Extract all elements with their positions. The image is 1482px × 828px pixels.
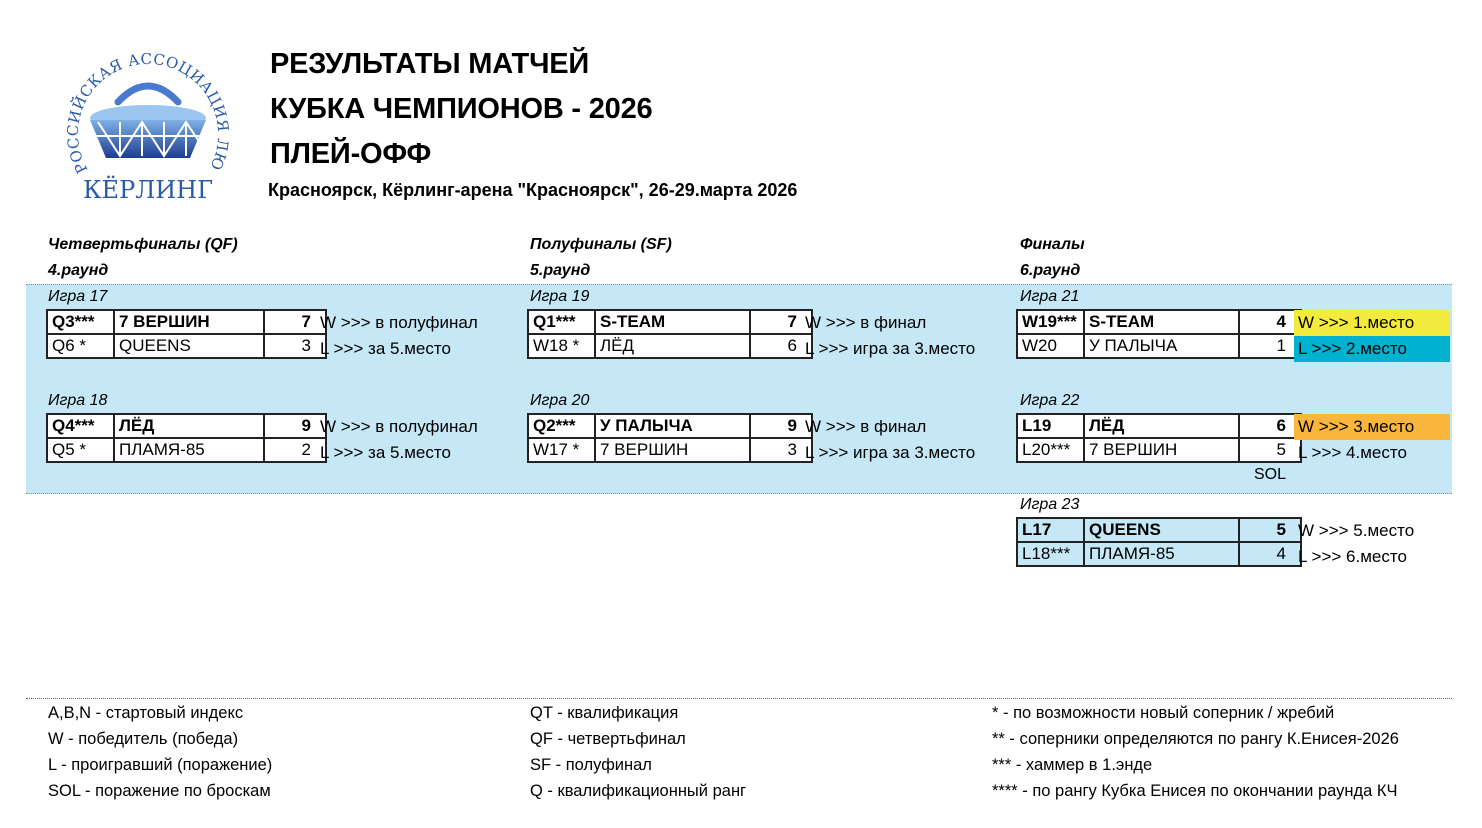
score-cell: 7 [750, 310, 812, 334]
team-cell: ПЛАМЯ-85 [1084, 542, 1239, 566]
qual-cell: Q2*** [528, 414, 595, 438]
logo-bottom-text: КЁРЛИНГ [82, 176, 214, 204]
round-sf-number: 5.раунд [530, 262, 591, 279]
qual-cell: Q6 * [47, 334, 114, 358]
score-cell: 1 [1239, 334, 1301, 358]
round-final-name: Финалы [1020, 236, 1085, 253]
round-final-number: 6.раунд [1020, 262, 1081, 279]
qual-cell: L18*** [1017, 542, 1084, 566]
legend-item: QF - четвертьфинал [530, 730, 686, 748]
qual-cell: Q4*** [47, 414, 114, 438]
score-cell: 6 [750, 334, 812, 358]
team-cell: S-TEAM [595, 310, 750, 334]
fourth-place-result: L >>> 4.место [1298, 443, 1407, 462]
team-cell: 7 ВЕРШИН [595, 438, 750, 462]
team-cell: У ПАЛЫЧА [1084, 334, 1239, 358]
qual-cell: Q3*** [47, 310, 114, 334]
team-cell: QUEENS [1084, 518, 1239, 542]
table-row [1017, 310, 1301, 334]
game-22-label: Игра 22 [1020, 392, 1080, 409]
team-cell: QUEENS [114, 334, 264, 358]
title-line-3: ПЛЕЙ-ОФФ [270, 138, 432, 170]
qual-cell: W18 * [528, 334, 595, 358]
game-17-win-result: W >>> в полуфинал [320, 313, 478, 332]
game-19-table [527, 309, 813, 359]
legend-column-1 [48, 700, 272, 804]
table-row [528, 310, 812, 334]
score-cell: 4 [1239, 542, 1301, 566]
game-17-table [46, 309, 327, 359]
team-cell: ЛЁД [595, 334, 750, 358]
legend-item: W - победитель (победа) [48, 730, 239, 748]
game-18-win-result: W >>> в полуфинал [320, 417, 478, 436]
team-cell: У ПАЛЫЧА [595, 414, 750, 438]
legend-item: **** - по рангу Кубка Енисея по окончании раунда КЧ [992, 782, 1398, 800]
score-cell: 4 [1239, 310, 1301, 334]
first-place-result: W >>> 1.место [1294, 310, 1450, 336]
association-logo [58, 40, 238, 220]
legend-item: *** - хаммер в 1.энде [992, 756, 1153, 774]
game-18-table [46, 413, 327, 463]
game-21-label: Игра 21 [1020, 288, 1080, 305]
title-line-2: КУБКА ЧЕМПИОНОВ - 2026 [270, 93, 653, 125]
score-cell: 5 [1239, 438, 1301, 462]
event-subtitle: Красноярск, Кёрлинг-арена "Красноярск", 26-29.марта 2026 [268, 180, 798, 200]
legend-item: ** - соперники определяются по рангу К.Енисея-2026 [992, 730, 1399, 748]
legend-item: L - проигравший (поражение) [48, 756, 273, 774]
team-cell: S-TEAM [1084, 310, 1239, 334]
qual-cell: W19*** [1017, 310, 1084, 334]
game-18-label: Игра 18 [48, 392, 108, 409]
round-qf-number: 4.раунд [48, 262, 109, 279]
team-cell: ПЛАМЯ-85 [114, 438, 264, 462]
table-row [47, 438, 326, 462]
qual-cell: Q1*** [528, 310, 595, 334]
score-cell: 7 [264, 310, 326, 334]
game-17-label: Игра 17 [48, 288, 108, 305]
team-cell: ЛЁД [114, 414, 264, 438]
qual-cell: Q5 * [47, 438, 114, 462]
table-row [47, 334, 326, 358]
round-qf-name: Четвертьфиналы (QF) [48, 236, 238, 253]
logo-arc-text: РОССИЙСКАЯ АССОЦИАЦИЯ ЛЮ [63, 49, 233, 177]
legend-item: SF - полуфинал [530, 756, 652, 774]
qual-cell: L20*** [1017, 438, 1084, 462]
qual-cell: W17 * [528, 438, 595, 462]
score-cell: 3 [750, 438, 812, 462]
score-cell: 9 [750, 414, 812, 438]
game-23-label: Игра 23 [1020, 496, 1080, 513]
table-row [528, 334, 812, 358]
game-18-loss-result: L >>> за 5.место [320, 443, 451, 462]
table-row [528, 438, 812, 462]
legend-column-3 [992, 700, 1399, 804]
table-row [528, 414, 812, 438]
score-cell: 6 [1239, 414, 1301, 438]
game-20-table [527, 413, 813, 463]
legend-column-2 [530, 700, 746, 804]
team-cell: 7 ВЕРШИН [1084, 438, 1239, 462]
legend-item: QT - квалификация [530, 704, 679, 722]
table-row [47, 310, 326, 334]
table-row [1017, 438, 1301, 462]
game-19-loss-result: L >>> игра за 3.место [805, 339, 976, 358]
score-cell: 5 [1239, 518, 1301, 542]
qual-cell: L17 [1017, 518, 1084, 542]
legend-item: Q - квалификационный ранг [530, 782, 747, 800]
score-cell: 9 [264, 414, 326, 438]
qual-cell: L19 [1017, 414, 1084, 438]
game-20-loss-result: L >>> игра за 3.место [805, 443, 976, 462]
score-cell: 2 [264, 438, 326, 462]
table-row [47, 414, 326, 438]
fifth-place-result: W >>> 5.место [1298, 521, 1415, 540]
game-20-label: Игра 20 [530, 392, 590, 409]
game-20-win-result: W >>> в финал [805, 417, 927, 436]
sol-note: SOL [1254, 466, 1287, 483]
legend-separator [26, 698, 1452, 699]
second-place-result: L >>> 2.место [1294, 336, 1450, 362]
game-19-label: Игра 19 [530, 288, 590, 305]
legend-item: * - по возможности новый соперник / жребий [992, 704, 1335, 722]
game-22-table [1016, 413, 1302, 463]
title-line-1: РЕЗУЛЬТАТЫ МАТЧЕЙ [270, 48, 590, 80]
game-19-win-result: W >>> в финал [805, 313, 927, 332]
table-row [1017, 542, 1301, 566]
team-cell: ЛЁД [1084, 414, 1239, 438]
legend-item: A,B,N - стартовый индекс [48, 704, 244, 722]
team-cell: 7 ВЕРШИН [114, 310, 264, 334]
game-23-table [1016, 517, 1302, 567]
table-row [1017, 414, 1301, 438]
table-row [1017, 334, 1301, 358]
game-21-table [1016, 309, 1302, 359]
legend-item: SOL - поражение по броскам [48, 782, 271, 800]
game-17-loss-result: L >>> за 5.место [320, 339, 451, 358]
sixth-place-result: L >>> 6.место [1298, 547, 1407, 566]
third-place-result: W >>> 3.место [1294, 414, 1450, 440]
table-row [1017, 518, 1301, 542]
qual-cell: W20 [1017, 334, 1084, 358]
round-sf-name: Полуфиналы (SF) [530, 236, 672, 253]
score-cell: 3 [264, 334, 326, 358]
